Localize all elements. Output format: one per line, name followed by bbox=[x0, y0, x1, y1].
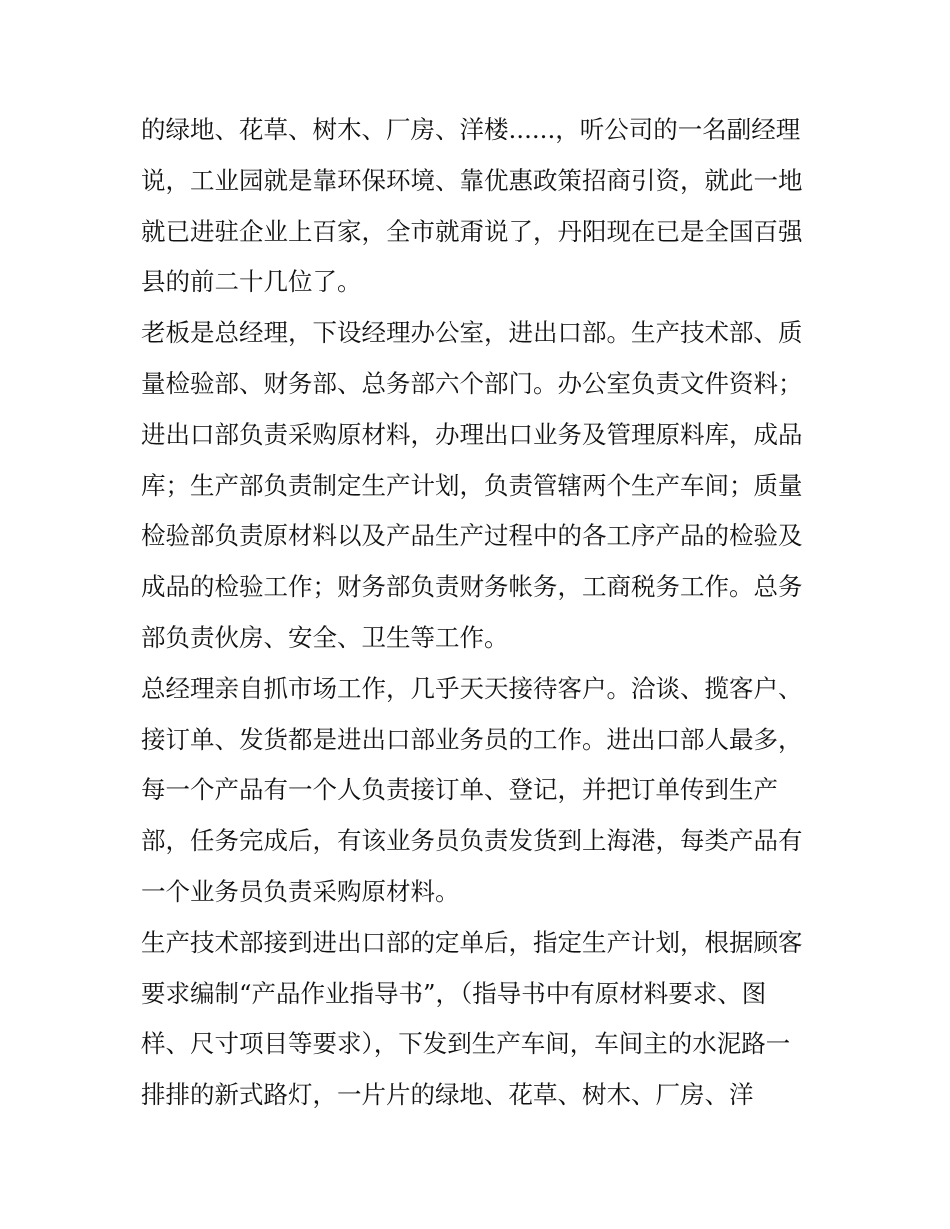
text-line: 一个业务员负责采购原材料。 bbox=[141, 876, 460, 906]
text-line: 接订单、发货都是进出口部业务员的工作。进出口部人最多， bbox=[141, 724, 803, 754]
text-line: 排排的新式路灯，一片片的绿地、花草、树木、厂房、洋 bbox=[141, 1080, 754, 1110]
document-body bbox=[141, 105, 821, 1121]
text-line: 样、尺寸项目等要求），下发到生产车间，车间主的水泥路一 bbox=[141, 1029, 791, 1059]
paragraph-2 bbox=[141, 308, 821, 664]
paragraph-1 bbox=[141, 105, 821, 308]
text-line: 说，工业园就是靠环保环境、靠优惠政策招商引资，就此一地 bbox=[141, 165, 803, 195]
text-line: 就已进驻企业上百家，全市就甭说了，丹阳现在已是全国百强 bbox=[141, 216, 803, 246]
text-line: 生产技术部接到进出口部的定单后，指定生产计划，根据顾客 bbox=[141, 927, 803, 957]
text-line: 进出口部负责采购原材料，办理出口业务及管理原料库，成品 bbox=[141, 419, 803, 449]
text-line: 部，任务完成后，有该业务员负责发货到上海港，每类产品有 bbox=[141, 826, 803, 856]
text-line: 的绿地、花草、树木、厂房、洋楼......，听公司的一名副经理 bbox=[141, 115, 801, 144]
text-line: 部负责伙房、安全、卫生等工作。 bbox=[141, 622, 509, 652]
text-line: 要求编制“产品作业指导书”，（指导书中有原材料要求、图 bbox=[141, 978, 767, 1008]
text-line: 总经理亲自抓市场工作，几乎天天接待客户。洽谈、揽客户、 bbox=[141, 673, 803, 703]
text-line: 库；生产部负责制定生产计划，负责管辖两个生产车间；质量 bbox=[141, 470, 803, 500]
text-line: 量检验部、财务部、总务部六个部门。办公室负责文件资料； bbox=[141, 368, 803, 398]
text-line: 老板是总经理，下设经理办公室，进出口部。生产技术部、质 bbox=[141, 318, 803, 348]
text-line: 县的前二十几位了。 bbox=[141, 267, 362, 297]
paragraph-3 bbox=[141, 664, 821, 918]
text-line: 检验部负责原材料以及产品生产过程中的各工序产品的检验及 bbox=[141, 521, 803, 551]
text-line: 成品的检验工作；财务部负责财务帐务，工商税务工作。总务 bbox=[141, 572, 803, 602]
text-line: 每一个产品有一个人负责接订单、登记，并把订单传到生产 bbox=[141, 775, 778, 805]
paragraph-4 bbox=[141, 918, 821, 1121]
